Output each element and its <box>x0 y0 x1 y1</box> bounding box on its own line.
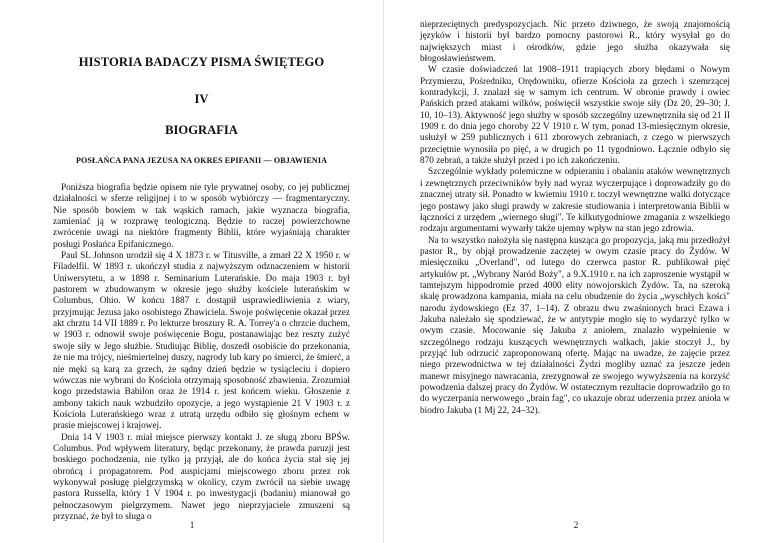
part-number: IV <box>194 92 209 106</box>
section-heading: BIOGRAFIA <box>165 123 238 137</box>
left-page-body <box>53 183 350 523</box>
right-page <box>384 0 768 543</box>
right-page-body <box>420 20 730 417</box>
document-title: HISTORIA BADACZY PISMA ŚWIĘTEGO <box>78 55 325 69</box>
page-number: 2 <box>573 520 579 530</box>
page-number: 1 <box>189 520 195 530</box>
paragraph: Na to wszystko nałożyła się następna kusząca go propozycja, jaką mu przedłożył pastor R., by objął prowadzenie zaczętej w owym czasie pracy do Żydów. W miesięczniku „Overland", od lutego do czerwca pastor R. publikował pięć artykułów pt. „Wybrany Naród Boży", a 9.X.1910 r. na ich zaproszenie wystąpił w tamtejszym hippodromie przed 4000 elity nowojorskich Żydów. Ta, na szeroką skalę prowadzona kampania, miała na celu obudzenie do życia „wyschłych kości" narodu żydowskiego (Ez 37, 1–14). Z obrazu dwu zwaśnionych braci Ezawa i Jakuba należało się spodziewać, że w antytypie mogło się to wydarzyć tylko w owym czasie. Mocowanie się Jakuba z aniołem, znalazło wypełnienie w szczególnego rodzaju kuszących wewnętrznych walkach, jakie stoczył J., by przyjąć lub odrzucić zaproponowaną ofertę. Mając na uwadze, że zajęcie przez niego przewodnictwa w tej działalności Żydzi mogliby uznać za jeszcze jeden manewr misyjnego nawracania, zrezygnował ze swojego wywyższenia na korzyść powodzenia dalszej pracy do Żydów. W ostatecznym rezultacie doprowadziło go to do wyczerpania nerwowego „brain fag", co ukazuje obraz uderzenia przez anioła w biodro Jakuba (1 Mj 22, 24–32). <box>420 235 730 416</box>
paragraph: Paul SL Johnson urodził się 4 X 1873 r. w Titusville, a zmarł 22 X 1950 r. w Filadelfii. W 1893 r. ukończył studia z najwyższym odznaczeniem w historii Uniwersytetu, a w 1898 r. Seminarium Luterańskie. Do maja 1903 r. był pastorem w zbudowanym w okresie jego służby kościele luterańskim w Columbus, Ohio. W końcu 1887 r. dostąpił usprawiedliwienia z wiary, przyjmując Jezusa jako osobistego Zbawiciela. Swoje poświęcenie okazał przez akt chrztu 14 VII 1889 r. Po lekturze broszury R. A. Torrey'a o chrzcie duchem, w 1903 r. odnowił swoje poświęcenie Bogu, postanawiając bez reszty zużyć swoje siły w Jego służbie. Studiując Biblię, doszedł osobiście do przekonania, że nie ma trójcy, nieśmiertelnej duszy, nagrody lub kary po śmierci, że śmierć, a nie męki są karą za grzech, że sądny dzień będzie w tysiącleciu i dopiero wówczas nie wybrani do Kościoła otrzymają sposobność zbawienia. Zrozumiał kogo przedstawia Babilon oraz że 1914 r. jest końcem wieku. Głoszenie z ambony takich nauk wzbudziło opozycje, a jego wystąpienie 21 V 1903 r. z Kościoła Luterańskiego wraz z utratą urzędu odbiło się głośnym echem w prasie miejscowej i krajowej. <box>53 251 350 432</box>
paragraph: nieprzeciętnych predyspozycjach. Nic przeto dziwnego, że swoją znajomością języków i historii był bardzo pomocny pastorowi R., który wysyłał go do największych miast i ośrodków, gdzie jego służba okazywała się błogosławieństwem. <box>420 20 730 65</box>
paragraph: Dnia 14 V 1903 r. miał miejsce pierwszy kontakt J. ze sługą zboru BPŚw. Columbus. Pod wpływem literatury, będąc przekonany, że prawda paruzji jest boskiego pochodzenia, nie tylko ją przyjął, ale do końca życia stał się jej obrońcą i propagatorem. Pod auspicjami miejscowego zboru przez rok wykonywał posługę pielgrzymską w okolicy, czym zwrócił na siebie uwagę pastora Russella, który 1 V 1904 r. po inwestygacji (badaniu) mianował go pełnoczasowym pielgrzymem. Nawet jego nieprzyjaciele zmuszeni są przyznać, że był to sługa o <box>53 432 350 522</box>
paragraph: Szczególnie wykłady polemiczne w odpieraniu i obalaniu ataków wewnętrznych i zewnętrznych przeciwników były nad wyraz wyczerpujące i doprowadziły go do znacznej utraty sił. Ponadto w kwietniu 1910 r. toczył wewnętrzne walki dotyczące jego postawy jako sługi prawdy w zakresie studiowania i interpretowania Biblii w łączności z urzędem „wiernego sługi". Te kilkutygodniowe zmagania z wszelkiego rodzaju argumentami wywarły także ujemny wpływ na stan jego zdrowia. <box>420 167 730 235</box>
section-subtitle: POSŁAŃCA PANA JEZUSA NA OKRES EPIFANII — OBJAWIENIA <box>75 156 328 165</box>
paragraph: W czasie doświadczeń lat 1908–1911 trapiących zbory błędami o Nowym Przymierzu, Pośredniku, Orędowniku, ofierze Kościoła za grzech i szemrzącej kontradykcji, J. znalazł się w samym ich centrum. W obronie prawdy i owiec Pańskich przed atakami wilków, poświęcił wszystkie swoje siły (Dz 20, 29–30; J. 10, 10–13). Aktywność jego służby w sposób szczególny uzewnętrzniła się od 21 II 1909 r. do dnia jego choroby 22 V 1910 r. W tym, ponad 13-miesięcznym okresie, usłużył w 259 publicznych i 611 zborowych zebraniach, z czego w pierwszych przeciętnie wynosiła po pięć, a w drugich po 11 tygodniowo. Łącznie odbyło się 870 zebrań, a także służył przed i po ich zakończeniu. <box>420 65 730 167</box>
paragraph: Poniższa biografia będzie opisem nie tyle prywatnej osoby, co jej publicznej działalności w sferze religijnej i to w sposób wybiórczy — fragmentaryczny. Nie sposób bowiem w tak wąskich ramach, jakie wyznacza biografia, zamieniać ją w rozprawę teologiczną. Będzie to raczej powierzchowne zwrócenie uwagi na niektóre fragmenty Biblii, które wyjaśniają charakter posługi Posłańca Epifanicznego. <box>53 183 350 250</box>
